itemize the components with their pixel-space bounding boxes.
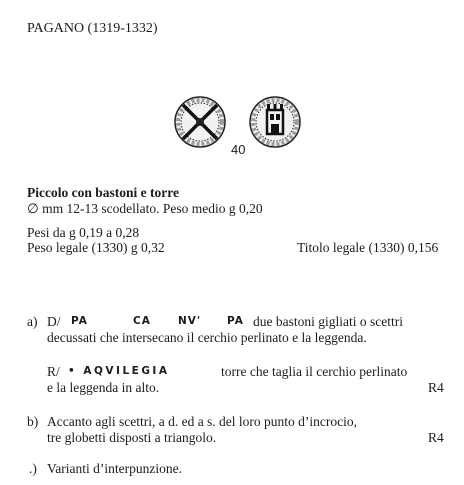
- reverse-legend: • AQVILEGIA: [68, 365, 170, 377]
- obverse-legend-2: CA: [133, 315, 151, 327]
- plate-number: 40: [231, 142, 246, 157]
- obverse-description-1: due bastoni gigliati o scettri: [253, 314, 403, 329]
- reverse-prefix: R/: [47, 364, 60, 379]
- reverse-description-1: torre che taglia il cerchio perlinato: [221, 364, 408, 379]
- legal-fineness: Titolo legale (1330) 0,156: [297, 240, 439, 255]
- obverse-prefix: D/: [47, 314, 61, 329]
- weight-range: Pesi da g 0,19 a 0,28: [27, 225, 140, 240]
- variant-a-rarity: R4: [428, 380, 444, 395]
- legal-weight: Peso legale (1330) g 0,32: [27, 240, 165, 255]
- variant-c-marker: .): [29, 461, 37, 476]
- coin-title: Piccolo con bastoni e torre: [27, 185, 179, 200]
- variant-b-line-1: Accanto agli scettri, a d. ed a s. del loro punto d’incrocio,: [47, 414, 358, 429]
- obverse-description-2: decussati che intersecano il cerchio perlinato e la leggenda.: [47, 330, 367, 345]
- variant-c-text: Varianti d’interpunzione.: [47, 461, 182, 476]
- coin-specs: ∅ mm 12-13 scodellato. Peso medio g 0,20: [27, 201, 263, 216]
- obverse-legend-4: PA: [227, 315, 244, 327]
- coin-obverse-image: [174, 96, 226, 148]
- variant-b-line-2: tre globetti disposti a triangolo.: [47, 430, 217, 445]
- variant-b-marker: b): [27, 414, 39, 429]
- obverse-legend-1: PA: [71, 315, 88, 327]
- variant-b-rarity: R4: [428, 430, 444, 445]
- variant-a-marker: a): [27, 314, 38, 329]
- coin-reverse-image: [249, 96, 301, 148]
- reverse-description-2: e la leggenda in alto.: [47, 380, 160, 395]
- page-heading: PAGANO (1319-1332): [27, 21, 158, 36]
- obverse-legend-3: NV': [178, 315, 202, 327]
